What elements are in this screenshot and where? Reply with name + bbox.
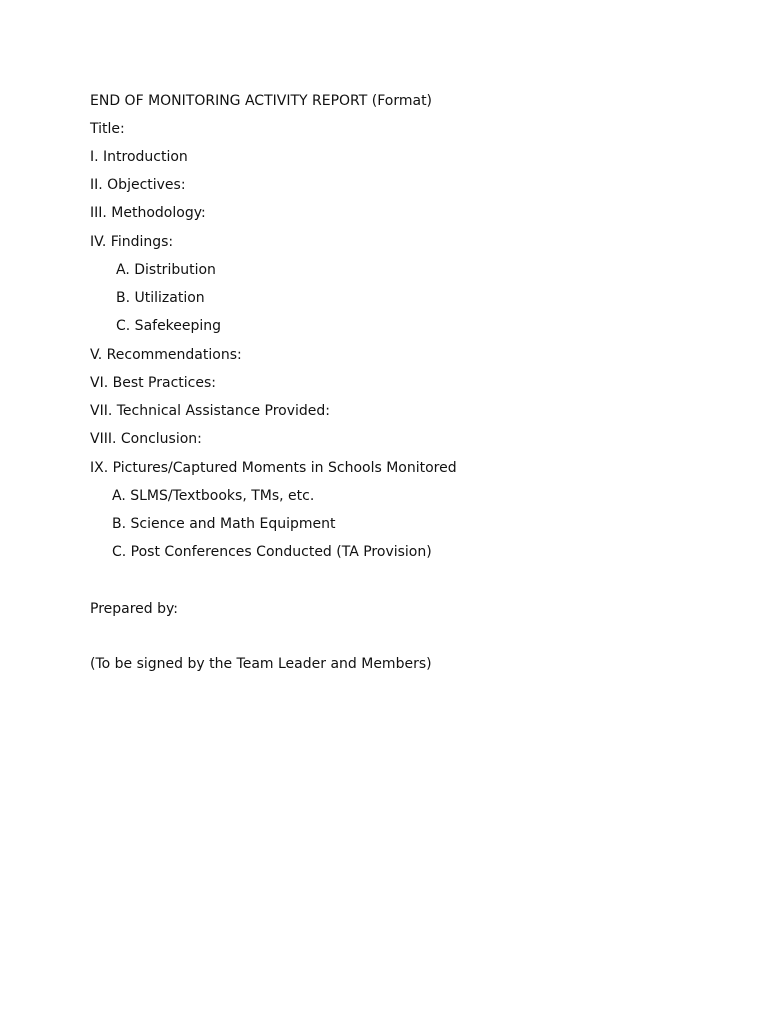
pictures-item-slms: A. SLMS/Textbooks, TMs, etc. — [112, 488, 315, 504]
findings-item-safekeeping: C. Safekeeping — [116, 318, 222, 334]
section-best-practices: VI. Best Practices: — [90, 375, 216, 391]
section-pictures: IX. Pictures/Captured Moments in Schools Monitored — [90, 460, 457, 476]
findings-item-utilization: B. Utilization — [116, 290, 205, 306]
findings-item-distribution: A. Distribution — [116, 262, 216, 278]
section-findings: IV. Findings: — [90, 234, 174, 250]
signature-note: (To be signed by the Team Leader and Members) — [90, 656, 432, 672]
section-recommendations: V. Recommendations: — [90, 347, 242, 363]
section-technical-assistance: VII. Technical Assistance Provided: — [90, 403, 331, 419]
title-label: Title: — [90, 121, 125, 137]
report-heading: END OF MONITORING ACTIVITY REPORT (Format) — [90, 93, 433, 109]
pictures-item-post-conferences: C. Post Conferences Conducted (TA Provision) — [112, 544, 432, 560]
section-conclusion: VIII. Conclusion: — [90, 431, 202, 447]
section-introduction: I. Introduction — [90, 149, 188, 165]
section-methodology: III. Methodology: — [90, 205, 206, 221]
section-objectives: II. Objectives: — [90, 177, 186, 193]
pictures-item-equipment: B. Science and Math Equipment — [112, 516, 336, 532]
prepared-by-label: Prepared by: — [90, 601, 178, 617]
